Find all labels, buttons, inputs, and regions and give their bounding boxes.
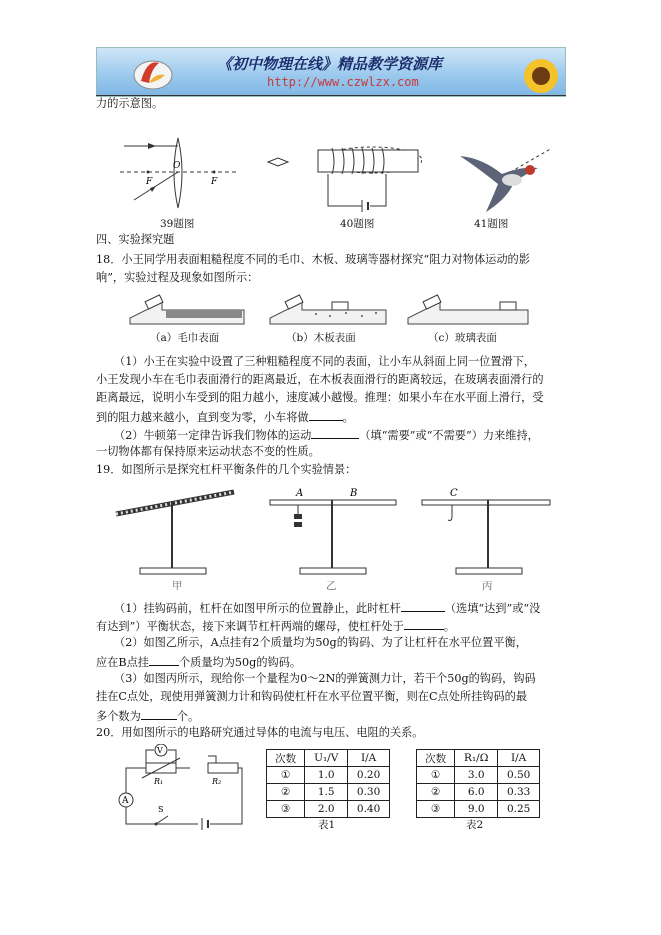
q19-line1: 19．如图所示是探究杠杆平衡条件的几个实验情景： [96,463,357,476]
lever-jia-figure [112,484,242,578]
answer-blank[interactable] [401,600,445,612]
header-cell: R₁/Ω [455,750,498,767]
table-cell: 0.50 [498,767,540,784]
point-A-label: A [296,488,304,499]
table2-caption: 表2 [466,819,484,831]
q19-part3-text-a: 多个数为 [96,710,141,723]
table-cell: ② [417,784,455,801]
fig39-caption: 39题图 [160,218,195,230]
table-row [417,767,540,784]
table-cell: 9.0 [455,801,498,818]
q18-part1-line4-text: 到的阻力越来越小，直到变为零，小车将做 [96,411,309,424]
caption-board: （b）木板表面 [286,332,356,344]
table-cell: ① [267,767,305,784]
q18-part1-line3: 距离最远，说明小车受到的阻力越小，速度减小越慢。推理：如果小车在水平面上滑行，受 [96,391,544,404]
header-cell: I/A [498,750,540,767]
table-cell: 2.0 [305,801,348,818]
table-cell: ① [417,767,455,784]
lens-diagram [118,132,238,214]
intro-tail: 力的示意图。 [96,97,164,110]
sunflower-graphic [517,52,565,97]
answer-blank[interactable] [311,427,359,439]
q19-part3-line3 [96,708,199,724]
q19-part2-line1: （2）如图乙所示，A点挂有2个质量均为50g的钩码、为了让杠杆在水平位置平衡， [114,636,527,649]
resistor-r1-label: R₁ [154,777,164,786]
lens-focus-right-label: F [211,177,218,187]
q18-line1: 18．小王同学用表面粗糙程度不同的毛巾、木板、玻璃等器材探究“阻力对物体运动的影 [96,253,530,266]
q19-part2-line2 [96,654,301,670]
q18-line2: 响”，实验过程及现象如图所示： [96,271,259,284]
switch-label: S [158,805,164,814]
lens-center-label: O [173,161,181,171]
q19-part1-text-c: 有达到”）平衡状态，接下来调节杠杆两端的螺母，使杠杆处于 [96,620,404,633]
table-row [417,801,540,818]
ammeter-label: A [122,796,129,806]
point-B-label: B [350,488,358,499]
ramp-towel-figure [126,288,248,328]
site-logo [131,51,175,93]
answer-blank[interactable] [309,409,343,421]
fig-jia-caption: 甲 [172,580,183,592]
q19-part1-line1 [114,600,540,616]
table-2 [416,749,540,818]
header-cell: I/A [348,750,390,767]
q19-part3-line1: （3）如图丙所示，现给你一个量程为0～2N的弹簧测力计，若干个50g的钩码，钩码 [114,672,536,685]
q18-part1-line1: （1）小王在实验中设置了三种粗糙程度不同的表面，让小车从斜面上同一位置滑下， [114,355,536,368]
q19-part1-line2 [96,618,455,634]
q18-part1-line4-end: 。 [342,411,354,424]
fig40-caption: 40题图 [340,218,375,230]
table-cell: ③ [267,801,305,818]
header-rule [96,95,566,96]
table-cell: 6.0 [455,784,498,801]
table-cell: 3.0 [455,767,498,784]
q18-part2-text-a: （2）牛顿第一定律告诉我们物体的运动 [114,429,312,442]
table-row [267,801,390,818]
table-header-row [267,750,390,767]
table-cell: 1.5 [305,784,348,801]
q18-part2-text-b: （填“需要”或“不需要”）力来维持， [359,429,539,442]
table-cell: ③ [417,801,455,818]
point-C-label: C [450,488,458,499]
table-1 [266,749,390,818]
q19-part2-text-b: 个质量均为50g的钩码。 [178,656,302,669]
header-cell: U₁/V [305,750,348,767]
lever-yi-figure [266,484,400,578]
q18-part1-line2: 小王发现小车在毛巾表面滑行的距离最近，在木板表面滑行的距离较远，在玻璃表面滑行的 [96,373,544,386]
table-cell: 0.40 [348,801,390,818]
table-cell: 0.33 [498,784,540,801]
ramp-glass-figure [404,288,532,328]
q18-part1-line4 [96,409,354,425]
q19-part3-line2: 挂在C点处，现使用弹簧测力计和钩码使杠杆在水平位置平衡，则在C点处所挂钩码的最 [96,690,528,703]
table-cell: 0.30 [348,784,390,801]
answer-blank[interactable] [149,654,179,666]
banner-url[interactable]: http://www.czwlzx.com [267,75,419,89]
swallow-image [452,138,556,216]
ramp-board-figure [266,288,390,328]
header-cell: 次数 [417,750,455,767]
banner-title: 《初中物理在线》精品教学资源库 [217,55,443,73]
table-header-row [417,750,540,767]
table-cell: 0.25 [498,801,540,818]
header-banner [96,47,566,97]
caption-glass: （c）玻璃表面 [428,332,497,344]
fig41-caption: 41题图 [474,218,509,230]
solenoid-diagram [262,140,422,216]
table-row [267,784,390,801]
resistor-r2-label: R₂ [212,777,222,786]
q18-part2-line1 [114,427,539,443]
table-cell: 1.0 [305,767,348,784]
table-row [417,784,540,801]
section-title: 四、实验探究题 [96,233,175,246]
q19-part1-text-b: （选填“达到”或“没 [444,602,541,615]
header-cell: 次数 [267,750,305,767]
caption-towel: （a）毛巾表面 [150,332,220,344]
q19-part2-text-a: 应在B点挂 [96,656,149,669]
table-cell: ② [267,784,305,801]
q20-line1: 20．用如图所示的电路研究通过导体的电流与电压、电阻的关系。 [96,726,424,739]
lever-bing-figure [418,484,554,578]
q19-part1-text-d: 。 [443,620,455,633]
voltmeter-label: V [157,746,163,755]
fig-bing-caption: 丙 [482,580,493,592]
table-row [267,767,390,784]
answer-blank[interactable] [141,708,177,720]
q19-part1-text-a: （1）挂钩码前，杠杆在如图甲所示的位置静止，此时杠杆 [114,602,401,615]
table-cell: 0.20 [348,767,390,784]
circuit-diagram [112,744,250,836]
q18-part2-line2: 一切物体都有保持原来运动状态不变的性质。 [96,445,320,458]
fig-yi-caption: 乙 [326,580,337,592]
lens-focus-left-label: F [146,177,153,187]
answer-blank[interactable] [404,618,444,630]
q19-part3-text-b: 个。 [176,710,200,723]
table1-caption: 表1 [318,819,336,831]
